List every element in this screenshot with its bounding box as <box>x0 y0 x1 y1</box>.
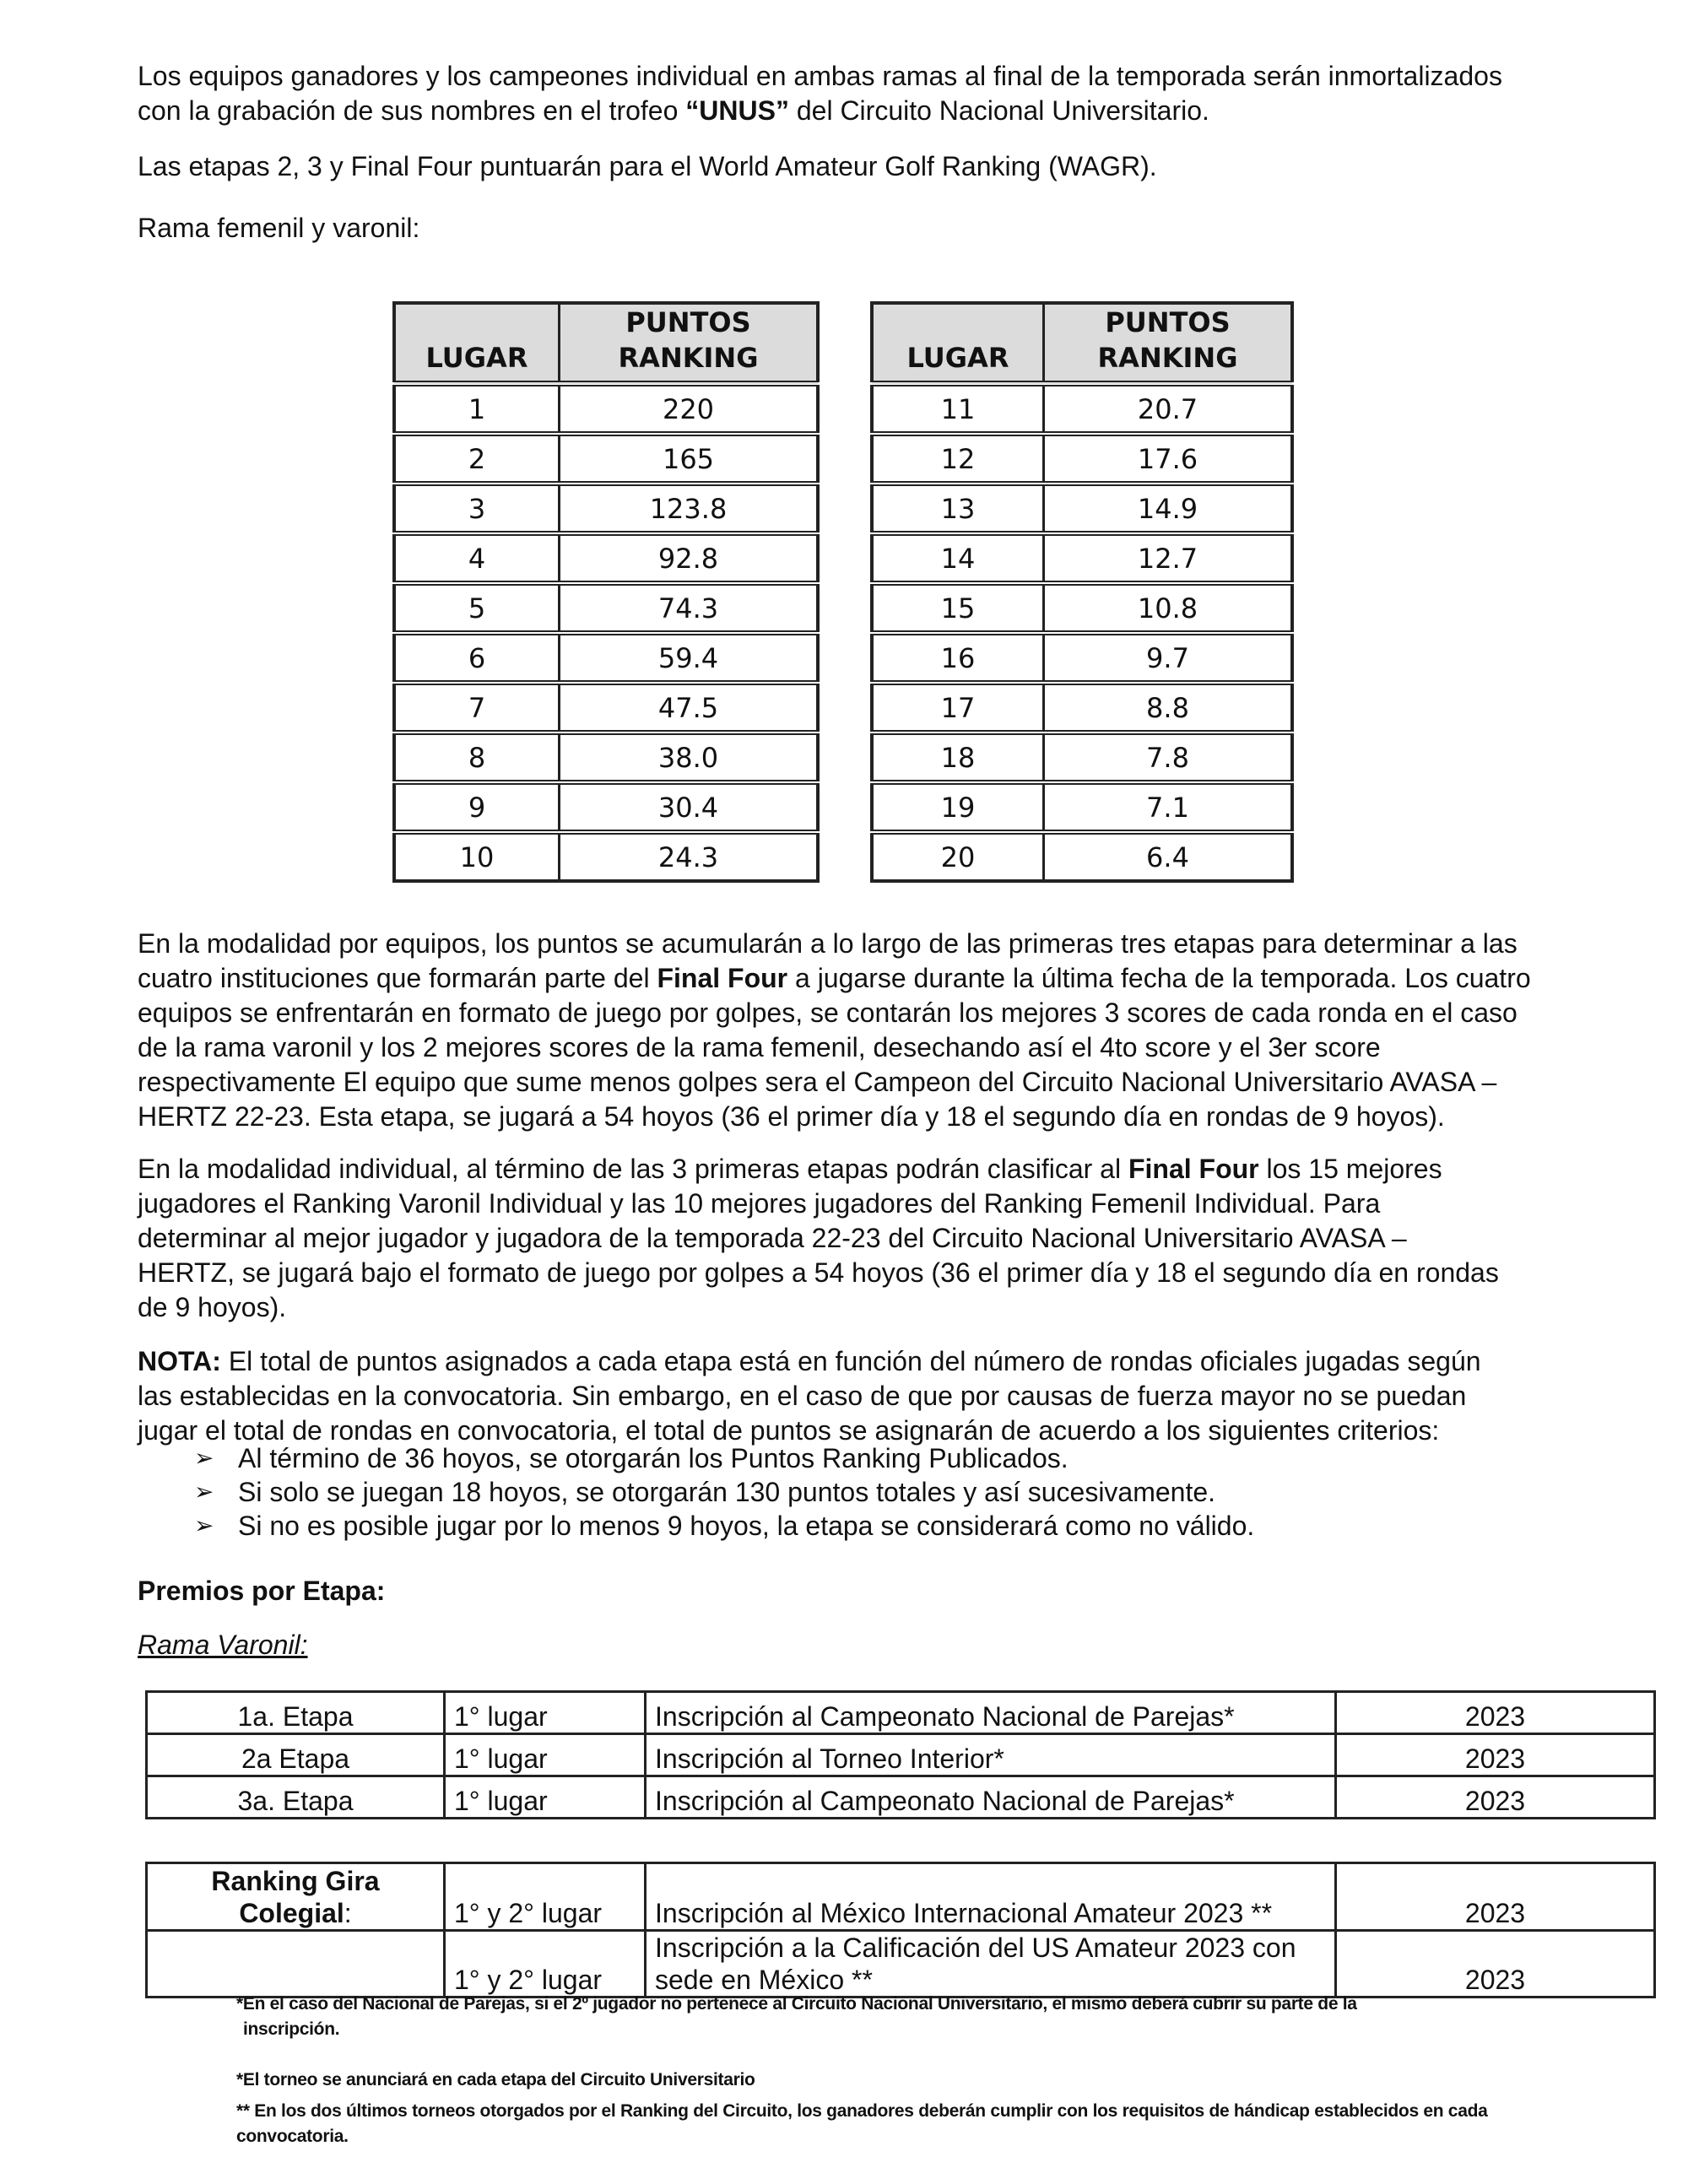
list-item <box>194 1475 1254 1509</box>
place-cell: 1° y 2° lugar <box>445 1931 646 1997</box>
criteria-text: Si no es posible jugar por lo menos 9 hoyos, la etapa se considerará como no válido. <box>238 1511 1255 1541</box>
ranking-table-left <box>392 301 820 883</box>
puntos-cell: 20.7 <box>1044 384 1293 435</box>
lugar-cell: 18 <box>872 733 1044 782</box>
place-cell: 1° y 2° lugar <box>445 1863 646 1931</box>
puntos-cell: 220 <box>560 384 819 435</box>
table-row <box>394 633 818 683</box>
lugar-cell: 13 <box>872 484 1044 533</box>
lugar-cell: 5 <box>394 583 560 633</box>
equipos-paragraph <box>138 927 1555 1134</box>
equipos-line: de la rama varonil y los 2 mejores scores de la rama femenil, desechando así el 4to score y el 3er score <box>138 1032 1381 1062</box>
list-item <box>194 1509 1254 1543</box>
footnote-parejas <box>236 1992 1357 2042</box>
nota-line: jugar el total de rondas en convocatoria, el total de puntos se asignarán de acuerdo a los siguientes criterios: <box>138 1415 1440 1446</box>
table-row <box>872 683 1292 733</box>
puntos-cell: 47.5 <box>560 683 819 733</box>
year-cell: 2023 <box>1336 1734 1655 1776</box>
footnote-line: convocatoria. <box>236 2127 349 2146</box>
lugar-cell: 1 <box>394 384 560 435</box>
table-row <box>147 1734 1655 1776</box>
final-four-label: Final Four <box>657 963 788 993</box>
final-four-label: Final Four <box>1128 1154 1259 1184</box>
premios-heading: Premios por Etapa: <box>138 1576 386 1606</box>
intro-line-2 <box>138 94 1555 128</box>
intro-line-1: Los equipos ganadores y los campeones individual en ambas ramas al final de la temporada serán inmortalizados <box>138 61 1502 91</box>
lugar-cell: 19 <box>872 782 1044 832</box>
individual-line: jugadores el Ranking Varonil Individual y las 10 mejores jugadores del Ranking Femenil Individual. Para <box>138 1188 1381 1219</box>
lugar-cell: 12 <box>872 434 1044 484</box>
ranking-gira-label-line1: Ranking Gira <box>211 1866 380 1896</box>
table-row <box>394 434 818 484</box>
lugar-cell: 2 <box>394 434 560 484</box>
prize-cell: Inscripción al Campeonato Nacional de Parejas* <box>646 1692 1336 1734</box>
lugar-cell: 4 <box>394 533 560 583</box>
ranking-gira-label-line2: Colegial <box>239 1898 344 1928</box>
header-puntos-ranking: PUNTOS RANKING <box>560 303 819 384</box>
prize-text-line1: Inscripción a la Calificación del US Amateur 2023 con <box>655 1933 1296 1963</box>
prize-text-line2: sede en México ** <box>655 1965 873 1995</box>
lugar-cell: 20 <box>872 832 1044 881</box>
puntos-cell: 30.4 <box>560 782 819 832</box>
footnote-line: *En el caso del Nacional de Parejas, si el 2º jugador no pertenece al Circuito Nacional Universitario, el mismo deberá cubrir su parte de la <box>236 1994 1357 2014</box>
equipos-line: equipos se enfrentarán en formato de juego por golpes, se contarán los mejores 3 scores de cada ronda en el caso <box>138 997 1518 1028</box>
year-cell: 2023 <box>1336 1863 1655 1931</box>
label-colon: : <box>344 1898 352 1928</box>
place-cell: 1° lugar <box>445 1692 646 1734</box>
individual-line <box>138 1152 1555 1187</box>
lugar-cell: 3 <box>394 484 560 533</box>
lugar-cell: 14 <box>872 533 1044 583</box>
table-row <box>394 484 818 533</box>
lugar-cell: 8 <box>394 733 560 782</box>
intro-line-2-end: del Circuito Nacional Universitario. <box>788 95 1209 126</box>
footnote-torneo: *El torneo se anunciará en cada etapa del Circuito Universitario <box>236 2070 755 2089</box>
footnote-line: ** En los dos últimos torneos otorgados por el Ranking del Circuito, los ganadores deberán cumplir con los requisitos de hándicap establecidos en cada <box>236 2101 1488 2121</box>
puntos-cell: 24.3 <box>560 832 819 881</box>
year-cell: 2023 <box>1336 1692 1655 1734</box>
individual-line: de 9 hoyos). <box>138 1292 287 1322</box>
prize-cell <box>646 1931 1336 1997</box>
nota-line: las establecidas en la convocatoria. Sin embargo, en el caso de que por causas de fuerza mayor no se puedan <box>138 1381 1467 1411</box>
equipos-line: En la modalidad por equipos, los puntos se acumularán a lo largo de las primeras tres etapas para determinar a las <box>138 928 1518 959</box>
lugar-cell: 6 <box>394 633 560 683</box>
puntos-cell: 17.6 <box>1044 434 1293 484</box>
puntos-cell: 9.7 <box>1044 633 1293 683</box>
arrow-bullet-icon: ➢ <box>194 1511 214 1539</box>
gira-colegial-table <box>145 1862 1656 1998</box>
lugar-cell: 16 <box>872 633 1044 683</box>
prize-cell: Inscripción al Torneo Interior* <box>646 1734 1336 1776</box>
table-row <box>872 583 1292 633</box>
puntos-cell: 123.8 <box>560 484 819 533</box>
puntos-cell: 74.3 <box>560 583 819 633</box>
table-row <box>872 782 1292 832</box>
individual-line: HERTZ, se jugará bajo el formato de juego por golpes a 54 hoyos (36 el primer día y 18 el segundo día en rondas <box>138 1257 1499 1288</box>
header-lugar: LUGAR <box>872 303 1044 384</box>
nota-paragraph <box>138 1344 1555 1448</box>
table-row <box>147 1863 1655 1931</box>
table-row <box>872 633 1292 683</box>
rama-label: Rama femenil y varonil: <box>138 213 420 243</box>
puntos-cell: 10.8 <box>1044 583 1293 633</box>
table-row <box>872 434 1292 484</box>
table-row <box>394 733 818 782</box>
individual-line-text: En la modalidad individual, al término de las 3 primeras etapas podrán clasificar al <box>138 1154 1128 1184</box>
ranking-table-right <box>870 301 1294 883</box>
rama-varonil-heading: Rama Varonil: <box>138 1630 308 1660</box>
header-puntos-ranking <box>1044 303 1293 384</box>
ranking-gira-label <box>147 1863 445 1931</box>
footnote-line: inscripción. <box>243 2019 340 2039</box>
header-lugar: LUGAR <box>394 303 560 384</box>
header-ranking: RANKING <box>1097 342 1238 374</box>
intro-paragraph <box>138 59 1555 128</box>
empty-cell <box>147 1931 445 1997</box>
puntos-cell: 38.0 <box>560 733 819 782</box>
year-cell: 2023 <box>1336 1931 1655 1997</box>
equipos-line: HERTZ 22-23. Esta etapa, se jugará a 54 hoyos (36 el primer día y 18 el segundo día en rondas de 9 hoyos). <box>138 1101 1445 1132</box>
etapa-cell: 1a. Etapa <box>147 1692 445 1734</box>
table-row <box>872 533 1292 583</box>
table-row <box>394 832 818 881</box>
prize-cell: Inscripción al México Internacional Amateur 2023 ** <box>646 1863 1336 1931</box>
lugar-cell: 11 <box>872 384 1044 435</box>
etapa-cell: 2a Etapa <box>147 1734 445 1776</box>
table-row <box>872 384 1292 435</box>
lugar-cell: 9 <box>394 782 560 832</box>
table-row <box>872 832 1292 881</box>
arrow-bullet-icon: ➢ <box>194 1478 214 1506</box>
place-cell: 1° lugar <box>445 1734 646 1776</box>
table-row <box>872 733 1292 782</box>
lugar-cell: 15 <box>872 583 1044 633</box>
table-row <box>394 782 818 832</box>
puntos-cell: 14.9 <box>1044 484 1293 533</box>
prizes-table <box>145 1690 1656 1819</box>
equipos-line-text: cuatro instituciones que formarán parte del <box>138 963 657 993</box>
puntos-cell: 92.8 <box>560 533 819 583</box>
puntos-cell: 59.4 <box>560 633 819 683</box>
table-row <box>147 1692 1655 1734</box>
individual-line: determinar al mejor jugador y jugadora de la temporada 22-23 del Circuito Nacional Universitario AVASA – <box>138 1223 1407 1253</box>
table-row <box>394 583 818 633</box>
nota-line-text: El total de puntos asignados a cada etapa está en función del número de rondas oficiales jugadas según <box>220 1346 1481 1376</box>
puntos-cell: 8.8 <box>1044 683 1293 733</box>
arrow-bullet-icon: ➢ <box>194 1444 214 1472</box>
table-row <box>147 1776 1655 1819</box>
table-row <box>872 484 1292 533</box>
footnote-handicap <box>236 2099 1487 2149</box>
year-cell: 2023 <box>1336 1776 1655 1819</box>
puntos-cell: 165 <box>560 434 819 484</box>
criteria-text: Al término de 36 hoyos, se otorgarán los Puntos Ranking Publicados. <box>238 1443 1069 1473</box>
etapa-cell: 3a. Etapa <box>147 1776 445 1819</box>
intro-line-2-text: con la grabación de sus nombres en el trofeo <box>138 95 686 126</box>
table-row <box>147 1931 1655 1997</box>
equipos-line: respectivamente El equipo que sume menos golpes sera el Campeon del Circuito Nacional Universitario AVASA – <box>138 1067 1497 1097</box>
prize-cell: Inscripción al Campeonato Nacional de Parejas* <box>646 1776 1336 1819</box>
table-row <box>394 533 818 583</box>
header-puntos: PUNTOS <box>1105 306 1231 338</box>
criteria-list <box>194 1441 1254 1543</box>
table-row <box>394 384 818 435</box>
nota-line <box>138 1344 1555 1379</box>
lugar-cell: 7 <box>394 683 560 733</box>
lugar-cell: 10 <box>394 832 560 881</box>
equipos-line-end: a jugarse durante la última fecha de la temporada. Los cuatro <box>787 963 1531 993</box>
puntos-cell: 12.7 <box>1044 533 1293 583</box>
puntos-cell: 7.8 <box>1044 733 1293 782</box>
lugar-cell: 17 <box>872 683 1044 733</box>
puntos-cell: 7.1 <box>1044 782 1293 832</box>
individual-paragraph <box>138 1152 1555 1325</box>
place-cell: 1° lugar <box>445 1776 646 1819</box>
criteria-text: Si solo se juegan 18 hoyos, se otorgarán 130 puntos totales y así sucesivamente. <box>238 1477 1216 1507</box>
table-row <box>394 683 818 733</box>
individual-line-end: los 15 mejores <box>1258 1154 1442 1184</box>
nota-label: NOTA: <box>138 1346 221 1376</box>
list-item <box>194 1441 1254 1475</box>
equipos-line <box>138 961 1555 996</box>
trophy-name: “UNUS” <box>685 95 789 126</box>
puntos-cell: 6.4 <box>1044 832 1293 881</box>
wagr-paragraph: Las etapas 2, 3 y Final Four puntuarán para el World Amateur Golf Ranking (WAGR). <box>138 151 1157 181</box>
